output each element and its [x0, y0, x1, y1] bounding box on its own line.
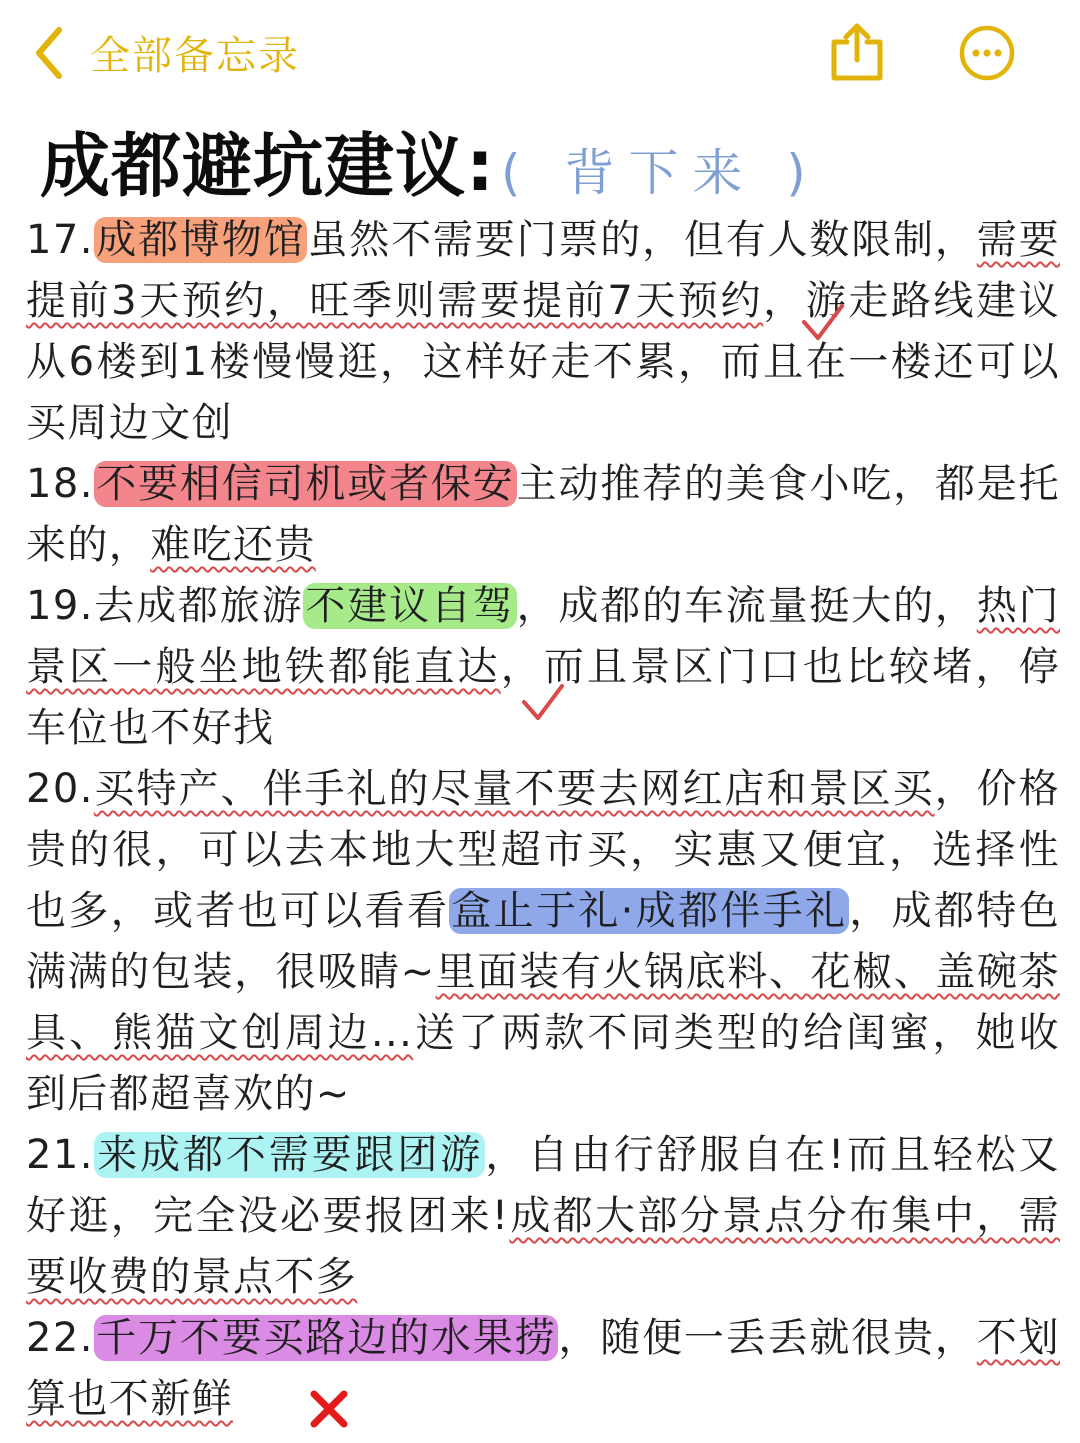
check-mark-icon [800, 300, 846, 344]
tip-18-underline: 难吃还贵 [150, 522, 316, 568]
back-button[interactable] [34, 24, 300, 81]
chevron-left-icon [34, 26, 64, 80]
tip-19 [26, 576, 1060, 759]
tip-22-number: 22. [26, 1315, 94, 1361]
tip-21-highlight: 来成都不需要跟团游 [95, 1132, 484, 1178]
tip-17-number: 17. [26, 217, 94, 263]
tip-20-underline-1: 买特产、伴手礼的尽量不要去网红店和景区买 [93, 766, 935, 812]
tip-19-underline: 热门景区一般坐地铁都能直达 [26, 583, 1060, 690]
tip-18 [26, 454, 1060, 576]
tip-20-text-2: ，成都特色满满的包装，很吸睛~ [26, 888, 1061, 995]
tip-17-underline: 需要提前3天预约，旺季则需要提前7天预约 [26, 217, 1060, 324]
note-title [40, 110, 1050, 206]
tip-17 [26, 210, 1060, 454]
tip-17-highlight: 成都博物馆 [95, 217, 306, 263]
tip-19-text: ，成都的车流量挺大的， [516, 583, 977, 629]
tip-18-number: 18. [26, 461, 94, 507]
tip-21-underline: 成都大部分景点分布集中，需要收费的景点不多 [26, 1193, 1060, 1300]
tip-18-highlight: 不要相信司机或者保安 [95, 461, 515, 507]
back-label: 全部备忘录 [90, 33, 300, 79]
check-mark-icon [520, 680, 566, 724]
tip-19-number: 19.去成都旅游 [26, 583, 304, 629]
title-main: 成都避坑建议: [40, 125, 495, 207]
note-body[interactable] [26, 210, 1060, 1430]
tip-19-text-2: ，而且景区门口也比较堵，停车位也不好找 [26, 644, 1060, 751]
tip-21-text: ，自由行舒服自在!而且轻松又好逛，完全没必要报团来! [26, 1132, 1060, 1239]
title-sub: ( 背下来 ) [501, 144, 820, 202]
tip-21 [26, 1125, 1060, 1308]
tip-19-highlight: 不建议自驾 [305, 583, 515, 629]
tip-22-text: ，随便一丢丢就很贵， [558, 1315, 977, 1361]
tip-20 [26, 759, 1060, 1125]
tip-17-text-2: ，游走路线建议从6楼到1楼慢慢逛，这样好走不累，而且在一楼还可以买周边文创 [26, 278, 1060, 446]
tip-22-highlight: 千万不要买路边的水果捞 [95, 1315, 557, 1361]
tip-21-number: 21. [26, 1132, 94, 1178]
tip-20-text-3: 送了两款不同类型的给闺蜜，她收到后都超喜欢的~ [26, 1010, 1061, 1117]
tip-22-underline: 不划算也不新鲜 [26, 1315, 1060, 1422]
tip-17-text: 虽然不需要门票的，但有人数限制， [307, 217, 977, 263]
tip-20-number: 20. [26, 766, 94, 812]
cross-mark-icon [308, 1388, 350, 1430]
tip-20-text: ，价格贵的很，可以去本地大型超市买，实惠又便宜，选择性也多，或者也可以看看 [26, 766, 1061, 934]
top-bar [0, 0, 1080, 110]
tip-18-text: 主动推荐的美食小吃，都是托来的， [26, 461, 1061, 568]
tip-20-underline-2: 里面装有火锅底料、花椒、盖碗茶具、熊猫文创周边... [26, 949, 1061, 1056]
tip-22 [26, 1308, 1060, 1430]
share-icon[interactable] [828, 20, 886, 84]
more-icon[interactable] [958, 24, 1016, 82]
tip-20-highlight: 盒止于礼·成都伴手礼 [451, 888, 848, 934]
